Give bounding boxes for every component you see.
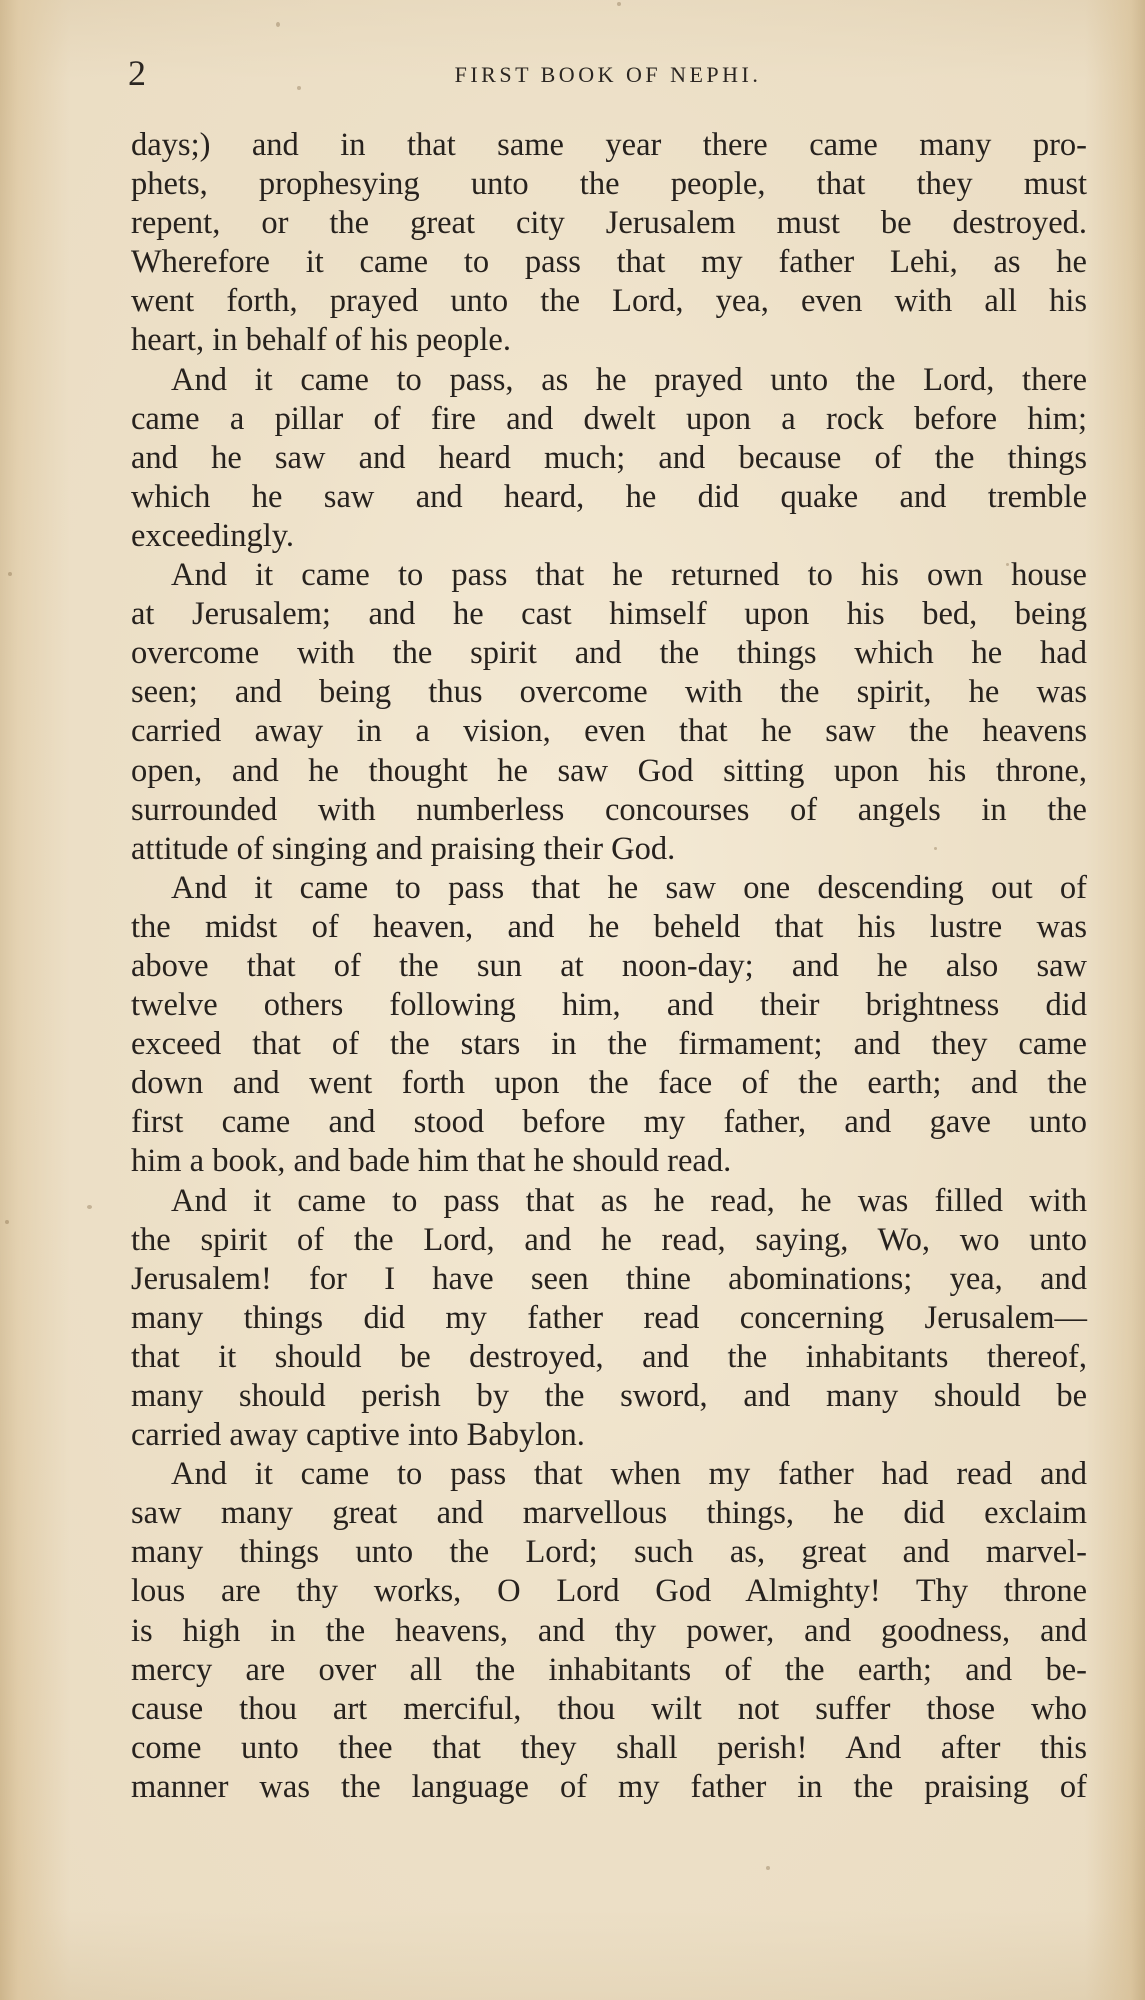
text-line: exceedingly. <box>131 517 295 554</box>
page-number: 2 <box>128 53 146 93</box>
text-line: Wherefore it came to pass that my father Lehi, as he <box>131 244 1087 281</box>
body-text <box>131 126 1087 1807</box>
text-line: twelve others following him, and their brightness did <box>131 987 1087 1024</box>
paper-spot <box>5 1220 9 1224</box>
text-line: repent, or the great city Jerusalem must be destroyed. <box>131 205 1087 242</box>
text-line: cause thou art merciful, thou wilt not suffer those who <box>131 1690 1087 1727</box>
paragraph-first-line: And it came to pass, as he prayed unto the Lord, there <box>171 361 1087 398</box>
text-line: lous are thy works, O Lord God Almighty! Thy throne <box>131 1573 1087 1610</box>
text-line: is high in the heavens, and thy power, and goodness, and <box>131 1612 1087 1649</box>
text-line: came a pillar of fire and dwelt upon a rock before him; <box>131 400 1087 437</box>
paper-spot <box>276 22 280 27</box>
text-line: which he saw and heard, he did quake and tremble <box>131 478 1087 515</box>
text-line: the spirit of the Lord, and he read, saying, Wo, wo unto <box>131 1221 1087 1258</box>
text-line: many things unto the Lord; such as, great and marvel- <box>131 1534 1087 1571</box>
paragraph-first-line: And it came to pass that when my father had read and <box>171 1456 1087 1493</box>
text-line: and he saw and heard much; and because of the things <box>131 439 1087 476</box>
text-line: many things did my father read concerning Jerusalem— <box>131 1299 1087 1336</box>
text-line: heart, in behalf of his people. <box>131 322 511 359</box>
text-line: phets, prophesying unto the people, that they must <box>131 166 1087 203</box>
text-line: days;) and in that same year there came many pro- <box>131 127 1087 163</box>
text-line: manner was the language of my father in the praising of <box>131 1768 1087 1805</box>
text-line: carried away captive into Babylon. <box>131 1417 585 1454</box>
paragraph-first-line: And it came to pass that he saw one descending out of <box>171 869 1087 906</box>
text-line: seen; and being thus overcome with the spirit, he was <box>131 674 1087 711</box>
paper-spot <box>87 1205 92 1209</box>
text-line: surrounded with numberless concourses of angels in the <box>131 791 1087 828</box>
page-header <box>128 48 1088 108</box>
paper-spot <box>8 572 12 576</box>
paper-spot <box>617 2 621 6</box>
paper-spot <box>766 1866 770 1870</box>
text-line: open, and he thought he saw God sitting upon his throne, <box>131 752 1087 789</box>
text-line: went forth, prayed unto the Lord, yea, even with all his <box>131 283 1087 320</box>
text-line: carried away in a vision, even that he saw the heavens <box>131 713 1087 750</box>
running-title: FIRST BOOK OF NEPHI. <box>454 62 762 87</box>
text-line: above that of the sun at noon-day; and he also saw <box>131 947 1087 984</box>
paragraph-first-line: And it came to pass that as he read, he was filled with <box>171 1182 1087 1219</box>
paragraph-first-line: And it came to pass that he returned to his own house <box>171 557 1087 594</box>
text-line: down and went forth upon the face of the earth; and the <box>131 1065 1087 1102</box>
text-line: first came and stood before my father, and gave unto <box>131 1104 1087 1141</box>
text-line: that it should be destroyed, and the inhabitants thereof, <box>131 1338 1087 1375</box>
text-line: the midst of heaven, and he beheld that his lustre was <box>131 908 1087 945</box>
text-line: exceed that of the stars in the firmament; and they came <box>131 1026 1087 1063</box>
text-line: saw many great and marvellous things, he did exclaim <box>131 1495 1087 1532</box>
text-line: at Jerusalem; and he cast himself upon his bed, being <box>131 596 1087 633</box>
text-line: mercy are over all the inhabitants of the earth; and be- <box>131 1651 1087 1688</box>
text-line: come unto thee that they shall perish! And after this <box>131 1729 1087 1766</box>
text-line: attitude of singing and praising their God. <box>131 830 676 867</box>
text-line: him a book, and bade him that he should read. <box>131 1143 732 1180</box>
text-line: many should perish by the sword, and many should be <box>131 1378 1087 1414</box>
text-line: overcome with the spirit and the things which he had <box>131 635 1087 672</box>
text-line: Jerusalem! for I have seen thine abominations; yea, and <box>131 1260 1087 1297</box>
